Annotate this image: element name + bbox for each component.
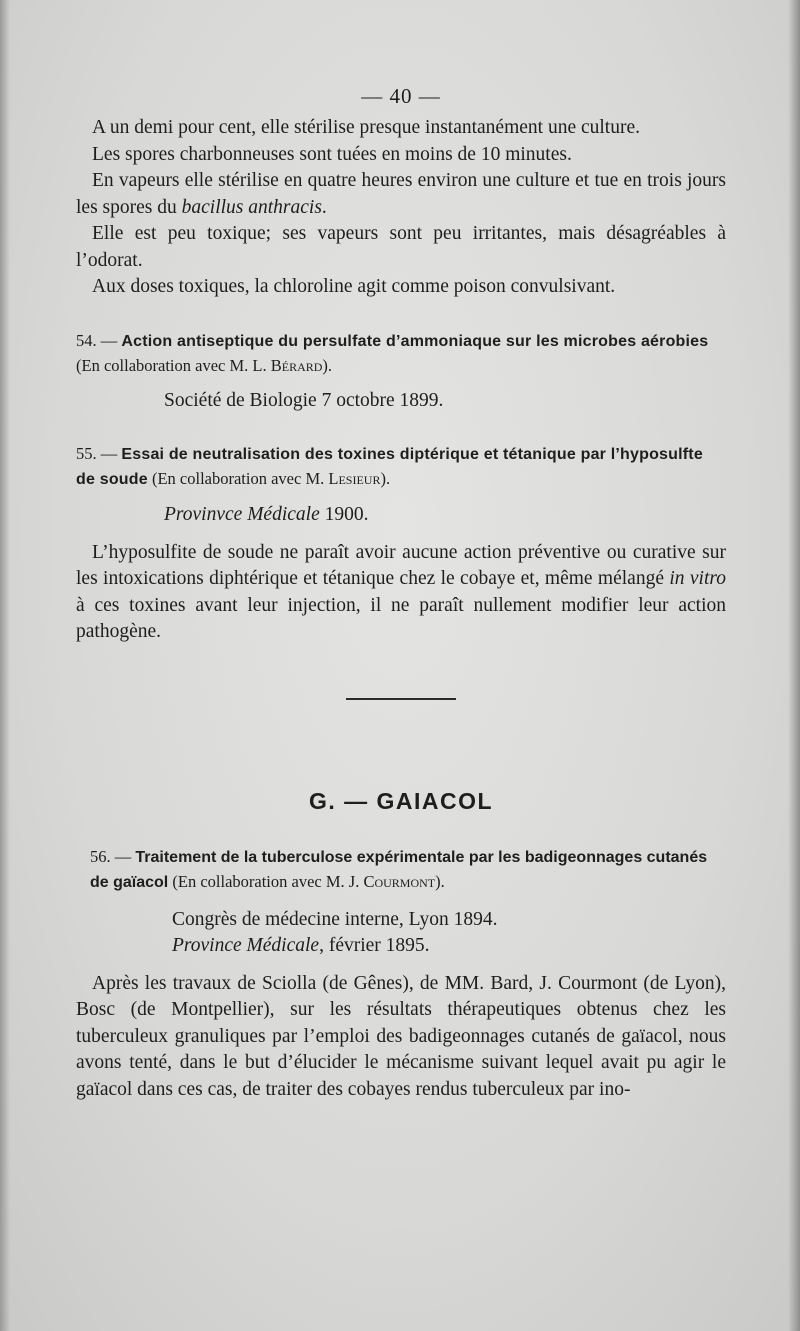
text-span: L’hyposulfite de soude ne paraît avoir aucune action préventive ou curative sur les intoxications diphtérique et tétanique chez le cobaye et, même mélangé (76, 541, 726, 589)
page-content (76, 84, 726, 1103)
entry-title: Essai de neutralisation des toxines diptérique et tétanique par l’hyposulfte de soude (76, 445, 703, 488)
text-span: ). (435, 871, 445, 891)
paragraph-intro-1: A un demi pour cent, elle stérilise presque instantanément une culture. (92, 117, 640, 138)
entry-source (76, 907, 726, 959)
scan-edge-right (788, 0, 800, 1331)
text-span: (En collaboration avec M. J. (172, 871, 364, 891)
text-span: , février 1895. (319, 934, 430, 956)
entry-body: Après les travaux de Sciolla (de Gênes), de MM. Bard, J. Courmont (de Lyon), Bosc (de Montpellier), sur les résultats thérapeutiques obtenus chez les tuberculeux granuliques par l’emploi des badigeonnages cutanés de gaïacol, nous avons tenté, dans le but d’élucider le mécanisme suivant lequel avait pu agir le gaïacol dans ces cas, de traiter des cobayes rendus tuberculeux par ino- (76, 972, 726, 1100)
scan-edge-left (0, 0, 10, 1331)
paragraph-intro-2: Les spores charbonneuses sont tuées en moins de 10 minutes. (92, 143, 572, 165)
page-number: — 40 — (361, 84, 441, 108)
paragraph-intro-3 (76, 168, 726, 221)
journal-name: Provinvce Médicale (164, 503, 320, 525)
collaborator-name: Lesieur (328, 468, 381, 488)
italic-term: bacillus anthracis (181, 196, 322, 218)
text-span: En vapeurs elle stérilise en quatre heures environ une culture et tue en trois jours les spores du (76, 170, 726, 218)
entry-body (76, 540, 726, 646)
entry-collaboration (76, 356, 332, 375)
text-span: ). (380, 468, 391, 488)
source-year: 1900. (324, 503, 369, 525)
entry-collaboration (172, 872, 444, 891)
section-heading: G. — GAIACOL (308, 787, 494, 814)
entry-55 (76, 442, 726, 492)
text-span: à ces toxines avant leur injection, il ne paraît nullement modifier leur action pathogène. (76, 594, 726, 642)
entry-54 (76, 329, 726, 378)
entry-number: 54. — (76, 330, 118, 350)
entry-number: 55. — (76, 443, 118, 463)
entry-source: Société de Biologie 7 octobre 1899. (164, 389, 444, 411)
entry-56 (76, 845, 726, 895)
paragraph-intro-4: Elle est peu toxique; ses vapeurs sont peu irritantes, mais désagréables à l’odorat. (76, 223, 726, 271)
text-span: ). (322, 355, 333, 375)
collaborator-name: Courmont (363, 871, 436, 891)
section-divider (346, 698, 456, 700)
collaborator-name: Bérard (270, 355, 323, 375)
text-span: (En collaboration avec M. (151, 468, 329, 488)
entry-number: 56. — (90, 846, 132, 866)
source-line-1: Congrès de médecine interne, Lyon 1894. (172, 908, 498, 930)
entry-title: Action antiseptique du persulfate d’ammoniaque sur les microbes aérobies (121, 332, 709, 350)
entry-source (76, 502, 726, 528)
paragraph-intro-5: Aux doses toxiques, la chloroline agit comme poison convulsivant. (92, 276, 616, 297)
text-span: . (321, 196, 327, 218)
text-span: (En collaboration avec M. L. (76, 355, 271, 375)
entry-title: Traitement de la tuberculose expérimentale par les badigeonnages cutanés de gaïacol (90, 848, 708, 891)
source-line-2 (172, 933, 726, 959)
italic-term: in vitro (669, 568, 726, 589)
entry-collaboration (152, 469, 390, 488)
journal-name: Province Médicale (172, 934, 320, 956)
